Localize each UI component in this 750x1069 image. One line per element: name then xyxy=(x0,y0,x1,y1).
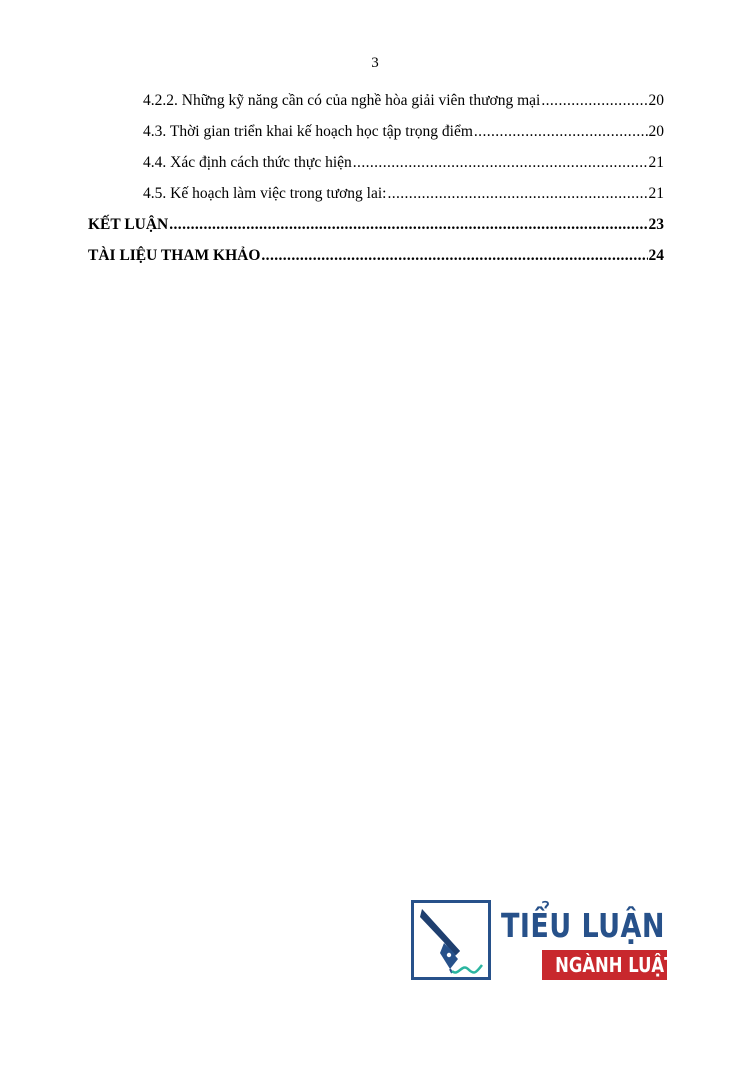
toc-leader-dots xyxy=(169,216,647,234)
logo-sub-banner xyxy=(542,950,676,980)
toc-entry-ket-luan[interactable] xyxy=(88,216,664,247)
toc-leader-dots xyxy=(353,154,648,172)
toc-entry-4-5[interactable] xyxy=(88,185,664,216)
toc-entry-title: 4.5. Kế hoạch làm việc trong tương lai: xyxy=(143,185,387,202)
toc-entry-title: 4.4. Xác định cách thức thực hiện xyxy=(143,154,352,171)
toc-leader-dots xyxy=(387,185,647,203)
toc-leader-dots xyxy=(541,92,647,110)
table-of-contents xyxy=(88,92,664,278)
toc-entry-page: 20 xyxy=(648,123,664,140)
page-number: 3 xyxy=(371,55,379,71)
logo-main-text: TIỂU LUẬN xyxy=(501,906,665,945)
toc-entry-title: 4.3. Thời gian triển khai kế hoạch học tập trọng điểm xyxy=(143,123,473,140)
toc-entry-4-2-2[interactable] xyxy=(88,92,664,123)
toc-entry-tai-lieu-tham-khao[interactable] xyxy=(88,247,664,278)
toc-entry-4-3[interactable] xyxy=(88,123,664,154)
pen-nib-icon xyxy=(411,900,491,980)
toc-leader-dots xyxy=(261,247,647,265)
tieu-luan-nganh-luat-logo xyxy=(411,900,676,984)
toc-leader-dots xyxy=(474,123,648,141)
toc-entry-page: 21 xyxy=(648,185,664,202)
toc-entry-page: 21 xyxy=(648,154,664,171)
toc-entry-page: 24 xyxy=(648,247,664,264)
toc-entry-page: 20 xyxy=(648,92,664,109)
toc-entry-page: 23 xyxy=(648,216,664,233)
logo-sub-text: NGÀNH LUẬT xyxy=(555,953,676,977)
toc-entry-title: 4.2.2. Những kỹ năng cần có của nghề hòa giải viên thương mại xyxy=(143,92,541,109)
toc-entry-title: KẾT LUẬN xyxy=(88,216,169,233)
toc-entry-4-4[interactable] xyxy=(88,154,664,185)
toc-entry-title: TÀI LIỆU THAM KHẢO xyxy=(88,247,261,264)
